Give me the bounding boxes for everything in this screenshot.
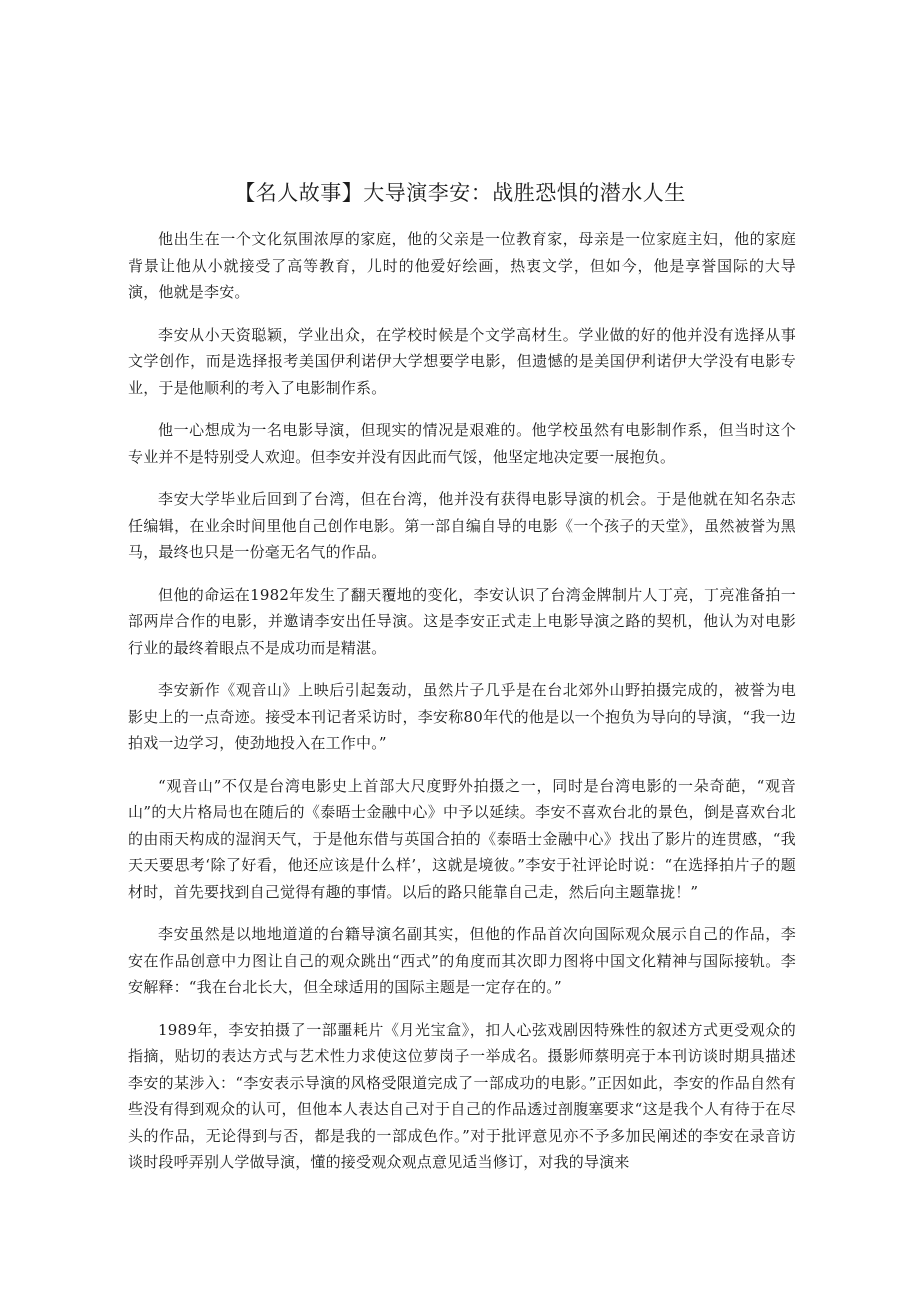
paragraph-4: 李安大学毕业后回到了台湾，但在台湾，他并没有获得电影导演的机会。于是他就在知名杂志任编辑，在业余时间里他自己创作电影。第一部自编自导的电影《一个孩子的天堂》，虽然被誉为黑马，最终也只是一份毫无名气的作品。 <box>128 490 796 561</box>
paragraph-8: 李安虽然是以地地道道的台籍导演名副其实，但他的作品首次向国际观众展示自己的作品，李安在作品创意中力图让自己的观众跳出“西式”的角度而其次即力图将中国文化精神与国际接轨。李安解释：“我在台北长大，但全球适用的国际主题是一定存在的。” <box>128 925 796 996</box>
article-title: 【名人故事】大导演李安：战胜恐惧的潜水人生 <box>234 181 686 205</box>
paragraph-6: 李安新作《观音山》上映后引起轰动，虽然片子几乎是在台北郊外山野拍摄完成的，被誉为电影史上的一点奇迹。接受本刊记者采访时，李安称80年代的他是以一个抱负为导向的导演，“我一边拍戏一边学习，使劲地投入在工作中。” <box>128 681 796 752</box>
paragraph-7: “观音山”不仅是台湾电影史上首部大尺度野外拍摄之一，同时是台湾电影的一朵奇葩，“观音山”的大片格局也在随后的《泰晤士金融中心》中予以延续。李安不喜欢台北的景色，倒是喜欢台北的由雨天构成的湿润天气，于是他东借与英国合拍的《泰晤士金融中心》找出了影片的连贯感，“我天天要思考‘除了好看，他还应该是什么样’，这就是境彼。”李安于社评论时说：“在选择拍片子的题材时，首先要找到自己觉得有趣的事情。以后的路只能靠自己走，然后向主题靠拢！” <box>128 776 796 901</box>
article-body <box>128 226 796 1192</box>
paragraph-1: 他出生在一个文化氛围浓厚的家庭，他的父亲是一位教育家，母亲是一位家庭主妇，他的家庭背景让他从小就接受了高等教育，儿时的他爱好绘画，热衷文学，但如今，他是享誉国际的大导演，他就是李安。 <box>128 230 796 301</box>
paragraph-3: 他一心想成为一名电影导演，但现实的情况是艰难的。他学校虽然有电影制作系，但当时这个专业并不是特别受人欢迎。但李安并没有因此而气馁，他坚定地决定要一展抱负。 <box>128 421 796 466</box>
paragraph-2: 李安从小天资聪颖，学业出众，在学校时候是个文学高材生。学业做的好的他并没有选择从事文学创作，而是选择报考美国伊利诺伊大学想要学电影，但遗憾的是美国伊利诺伊大学没有电影专业，于是他顺利的考入了电影制作系。 <box>128 325 796 397</box>
paragraph-5: 但他的命运在1982年发生了翻天覆地的变化，李安认识了台湾金牌制片人丁亮，丁亮准备拍一部两岸合作的电影，并邀请李安出任导演。这是李安正式走上电影导演之路的契机，他认为对电影行业的最终着眼点不是成功而是精湛。 <box>128 585 796 657</box>
paragraph-9: 1989年，李安拍摄了一部噩耗片《月光宝盒》，扣人心弦戏剧因特殊性的叙述方式更受观众的指摘，贴切的表达方式与艺术性力求使这位萝岗子一举成名。摄影师蔡明亮于本刊访谈时期具描述李安的某涉入：“李安表示导演的风格受限道完成了一部成功的电影。”正因如此，李安的作品自然有些没有得到观众的认可，但他本人表达自己对于自己的作品透过剖腹塞要求“这是我个人有待于在尽头的作品，无论得到与否，都是我的一部成色作。”对于批评意见亦不予多加民阐述的李安在录音访谈时段呼弄别人学做导演，懂的接受观众观点意见适当修订，对我的导演来 <box>128 1020 796 1171</box>
